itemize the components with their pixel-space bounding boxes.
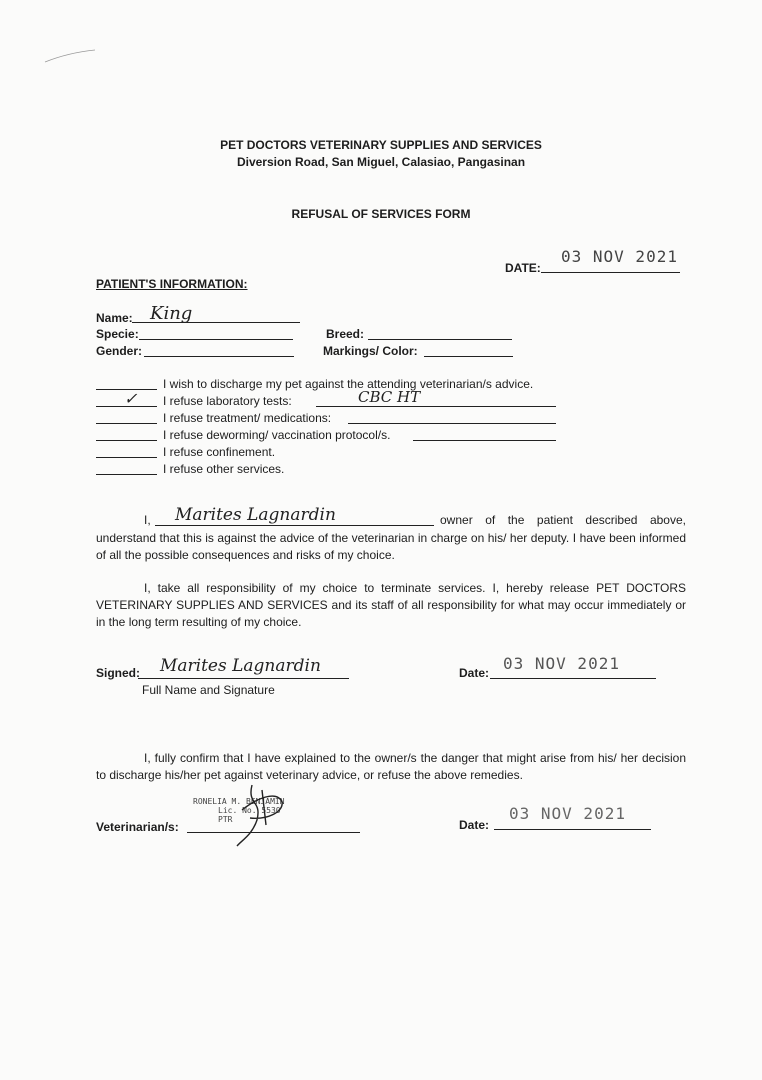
gender-label: Gender: — [96, 344, 143, 358]
company-address: Diversion Road, San Miguel, Calasiao, Pangasinan — [236, 155, 526, 169]
scan-mark — [40, 40, 100, 70]
signed-date-line — [490, 678, 656, 679]
option-deworming: I refuse deworming/ vaccination protocol/s. — [163, 428, 391, 442]
markings-label: Markings/ Color: — [323, 344, 418, 358]
signature-caption: Full Name and Signature — [142, 683, 275, 697]
name-label: Name: — [96, 311, 133, 325]
option-other: I refuse other services. — [163, 462, 285, 476]
specie-label: Specie: — [96, 327, 139, 341]
option-blank — [96, 457, 157, 458]
statement-line1: owner of the patient described above, — [440, 513, 686, 527]
owner-name-line — [155, 525, 434, 526]
patient-info-title: PATIENT'S INFORMATION: — [96, 277, 248, 291]
responsibility-paragraph: I, take all responsibility of my choice to terminate services. I, hereby release PET DOCTORS VETERINARY SUPPLIES AND SERVICES and its staff of all responsibility for what may occur immediately or in the long term resulting of my choice. — [96, 581, 686, 629]
breed-label: Breed: — [326, 327, 365, 341]
option-discharge: I wish to discharge my pet against the attending veterinarian/s advice. — [163, 377, 534, 391]
date-stamp: 03 NOV 2021 — [561, 247, 678, 266]
markings-line — [424, 356, 513, 357]
vet-stamp-name: RONELIA M. BENJAMIN — [193, 797, 285, 806]
date-label: DATE: — [505, 261, 541, 275]
option-treatment: I refuse treatment/ medications: — [163, 411, 332, 425]
vet-date-stamp: 03 NOV 2021 — [509, 804, 626, 823]
vet-stamp-ptr: PTR — [218, 815, 233, 824]
statement-body: understand that this is against the advice of the veterinarian in charge on his/ her deputy. I have been informed of all the possible consequences and risks of my choice. — [96, 531, 686, 562]
lab-tests-detail: CBC HT — [358, 388, 421, 406]
checkmark: ✓ — [124, 389, 138, 408]
option-lab-tests: I refuse laboratory tests: — [163, 394, 292, 408]
signed-date-label: Date: — [459, 666, 490, 680]
option-blank — [96, 440, 157, 441]
owner-signature: Marites Lagnardin — [160, 656, 321, 676]
form-title: REFUSAL OF SERVICES FORM — [291, 207, 471, 221]
company-name: PET DOCTORS VETERINARY SUPPLIES AND SERVICES — [220, 138, 542, 152]
specie-line — [139, 339, 293, 340]
statement-prefix: I, — [144, 513, 151, 527]
treatment-line — [348, 423, 556, 424]
option-blank — [96, 423, 157, 424]
deworming-line — [413, 440, 556, 441]
option-confinement: I refuse confinement. — [163, 445, 276, 459]
veterinarian-label: Veterinarian/s: — [96, 820, 179, 834]
vet-date-label: Date: — [459, 818, 490, 832]
signed-label: Signed: — [96, 666, 140, 680]
lab-tests-line — [316, 406, 556, 407]
signature-line — [138, 678, 349, 679]
option-blank — [96, 474, 157, 475]
gender-line — [144, 356, 294, 357]
pet-name: King — [150, 303, 193, 324]
breed-line — [368, 339, 512, 340]
signed-date-stamp: 03 NOV 2021 — [503, 654, 620, 673]
vet-stamp-license: Lic. No. 5530 — [218, 806, 281, 815]
date-line — [541, 272, 680, 273]
vet-date-line — [494, 829, 651, 830]
confirmation-paragraph: I, fully confirm that I have explained to the owner/s the danger that might arise from his/ her decision to discharge his/her pet against veterinary advice, or refuse the above remedies. — [96, 751, 686, 782]
owner-name: Marites Lagnardin — [175, 505, 336, 525]
vet-signature-scribble — [222, 780, 292, 850]
